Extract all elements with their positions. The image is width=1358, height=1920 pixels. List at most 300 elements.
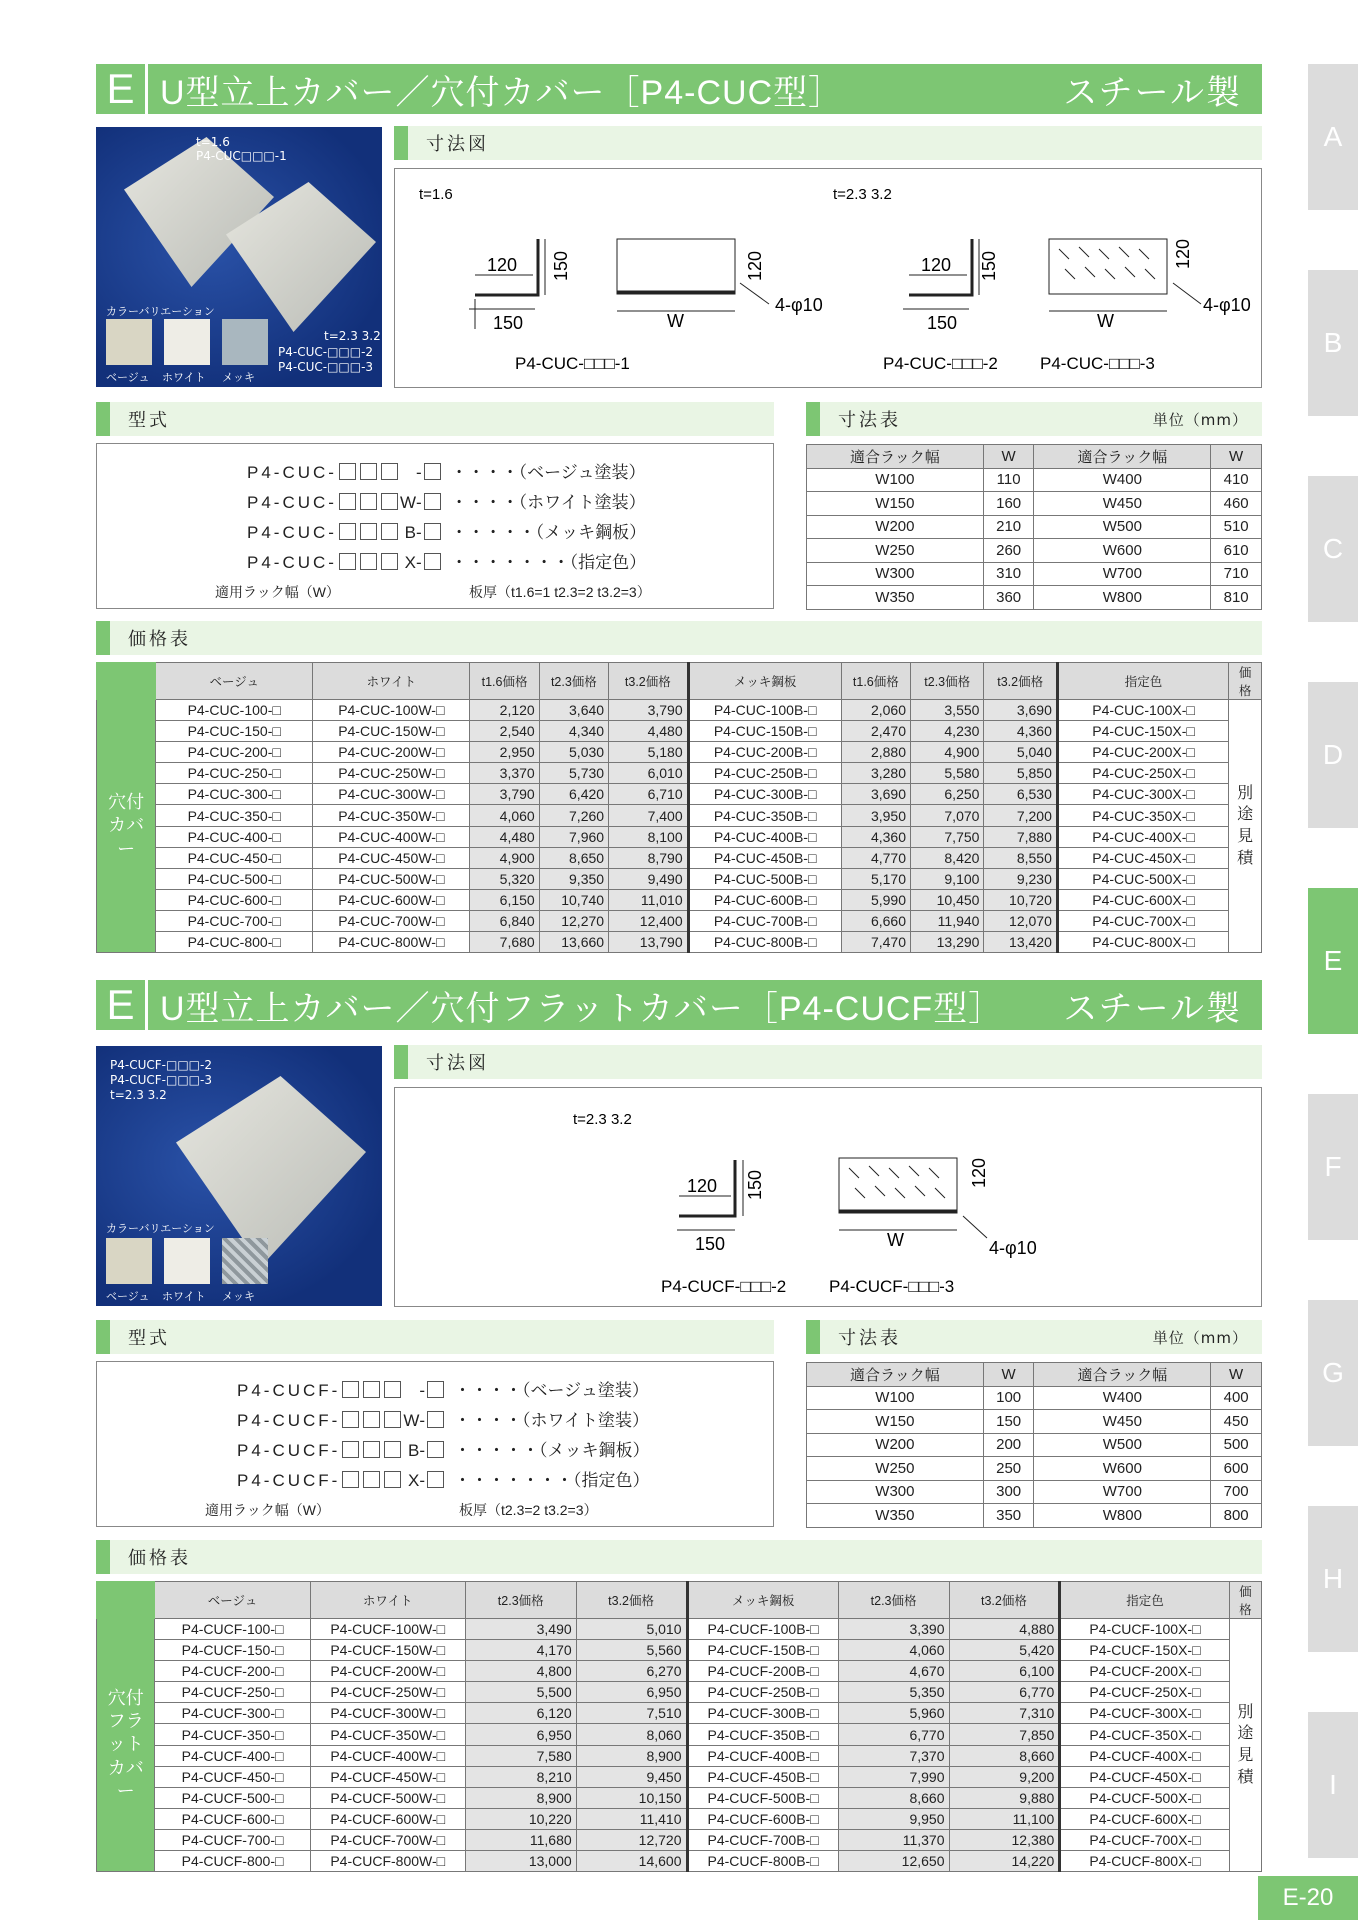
dim-150: 150 (551, 250, 571, 281)
size-head: W (1211, 445, 1262, 469)
price-cell: 7,960 (539, 826, 608, 847)
price-cell: 9,950 (838, 1808, 949, 1829)
model-code-row: P4-CUCF- B- ・・・・・（メッキ鋼板） (237, 1441, 650, 1460)
size-cell: W200 (807, 515, 984, 539)
price-head: t1.6価格 (841, 663, 910, 700)
table-row (807, 1457, 1262, 1481)
price-cell: 5,560 (576, 1640, 687, 1661)
size-cell: W800 (1034, 1504, 1211, 1528)
size-cell: W700 (1034, 562, 1211, 586)
table-row (97, 742, 1262, 763)
separate-estimate-label: 別 途 見 積 (1229, 1619, 1261, 1872)
size-cell: W300 (807, 562, 984, 586)
price-cell: P4-CUC-500W-□ (313, 868, 470, 889)
price-head: t2.3価格 (911, 663, 984, 700)
price-cell: P4-CUCF-350X-□ (1060, 1724, 1229, 1745)
swatch-label: ホワイト (162, 371, 206, 384)
price-cell: 5,010 (576, 1619, 687, 1640)
price-cell: P4-CUCF-250B-□ (687, 1682, 838, 1703)
price-cell: 5,730 (539, 763, 608, 784)
price-cell: P4-CUCF-500X-□ (1060, 1787, 1229, 1808)
price-cell: 13,290 (911, 932, 984, 953)
price-head: t1.6価格 (470, 663, 539, 700)
price-cell: P4-CUC-300W-□ (313, 784, 470, 805)
model-code-row: P4-CUC- X- ・・・・・・・（指定色） (247, 553, 647, 572)
price-cell: 9,350 (539, 868, 608, 889)
size-cell: 160 (983, 492, 1034, 516)
model-code-rows (215, 458, 767, 600)
price-cell: P4-CUCF-300X-□ (1060, 1703, 1229, 1724)
price-cell: 2,470 (841, 721, 910, 742)
model-code-box-cucf (96, 1361, 774, 1527)
swatch-label: ベージュ (106, 371, 150, 384)
price-cell: P4-CUCF-350-□ (155, 1724, 310, 1745)
price-cell: P4-CUCF-800-□ (155, 1851, 310, 1872)
price-cell: P4-CUC-700X-□ (1057, 910, 1228, 931)
price-cell: 3,690 (984, 700, 1057, 721)
price-cell: P4-CUC-350W-□ (313, 805, 470, 826)
table-row (97, 847, 1262, 868)
price-head: ホワイト (310, 1582, 465, 1619)
price-cell: P4-CUC-700W-□ (313, 910, 470, 931)
model-code-row: P4-CUC- - ・・・・（ベージュ塗装） (247, 463, 646, 482)
size-cell: W500 (1034, 515, 1211, 539)
tab-h[interactable]: H (1308, 1506, 1358, 1652)
price-cell: 9,100 (911, 868, 984, 889)
table-row (97, 1661, 1262, 1682)
price-head: 指定色 (1060, 1582, 1229, 1619)
dim-thickness-a: t=1.6 (419, 186, 453, 203)
price-cell: 4,340 (539, 721, 608, 742)
product-photo-cucf (96, 1046, 382, 1306)
price-head: 価格 (1229, 1582, 1261, 1619)
photo-thickness-1: t=1.6 (196, 135, 230, 149)
price-cell: P4-CUC-100-□ (156, 700, 313, 721)
price-cell: 3,790 (470, 784, 539, 805)
size-cell: 510 (1211, 515, 1262, 539)
size-cell: 800 (1211, 1504, 1262, 1528)
model-code-row: P4-CUC- W- ・・・・（ホワイト塗装） (247, 493, 646, 512)
price-cell: 7,880 (984, 826, 1057, 847)
price-head: t2.3価格 (465, 1582, 576, 1619)
price-cell: 11,100 (949, 1808, 1060, 1829)
dim-150: 150 (695, 1234, 726, 1254)
price-cell: 6,250 (911, 784, 984, 805)
size-cell: 400 (1211, 1386, 1262, 1410)
price-cell: 9,880 (949, 1787, 1060, 1808)
price-cell: 5,960 (838, 1703, 949, 1724)
price-head: メッキ鋼板 (687, 1582, 838, 1619)
table-row (807, 1504, 1262, 1528)
price-cell: 12,070 (984, 910, 1057, 931)
price-cell: 4,880 (949, 1619, 1060, 1640)
dim-150: 150 (979, 250, 999, 281)
price-cell: P4-CUCF-800B-□ (687, 1851, 838, 1872)
price-cell: P4-CUCF-300B-□ (687, 1703, 838, 1724)
price-cell: 6,010 (609, 763, 689, 784)
price-cell: 5,580 (911, 763, 984, 784)
price-cell: 6,150 (470, 889, 539, 910)
price-cell: 3,390 (838, 1619, 949, 1640)
price-head: メッキ鋼板 (688, 663, 841, 700)
price-cell: P4-CUC-250W-□ (313, 763, 470, 784)
model-code-row: P4-CUCF- W- ・・・・（ホワイト塗装） (237, 1411, 650, 1430)
swatch-label: メッキ (222, 371, 255, 384)
tab-g[interactable]: G (1308, 1300, 1358, 1446)
table-row (97, 1724, 1262, 1745)
swatch-plated (222, 319, 268, 365)
price-cell: P4-CUC-700-□ (156, 910, 313, 931)
price-cell: 14,600 (576, 1851, 687, 1872)
price-cell: P4-CUC-450X-□ (1057, 847, 1228, 868)
price-cell: 8,650 (539, 847, 608, 868)
price-cell: P4-CUCF-100W-□ (310, 1619, 465, 1640)
price-cell: P4-CUCF-100-□ (155, 1619, 310, 1640)
price-cell: P4-CUCF-400X-□ (1060, 1745, 1229, 1766)
size-cell: W200 (807, 1433, 984, 1457)
price-cell: 7,680 (470, 932, 539, 953)
price-cell: 6,270 (576, 1661, 687, 1682)
price-cell: 2,060 (841, 700, 910, 721)
price-cell: 3,280 (841, 763, 910, 784)
price-cell: P4-CUCF-150B-□ (687, 1640, 838, 1661)
price-cell: 4,060 (838, 1640, 949, 1661)
swatch-plated (222, 1238, 268, 1284)
size-head-row (807, 445, 1262, 469)
size-cell: 460 (1211, 492, 1262, 516)
size-cell: 100 (983, 1386, 1034, 1410)
product-photo-cuc (96, 127, 382, 387)
table-row (97, 805, 1262, 826)
dim-120: 120 (1173, 238, 1193, 269)
section-letter: E (96, 980, 148, 1030)
section-title: U型立上カバー／穴付カバー［P4-CUC型］ (160, 73, 844, 112)
size-cell: 200 (983, 1433, 1034, 1457)
price-cell: 6,120 (465, 1703, 576, 1724)
price-cell: 10,150 (576, 1787, 687, 1808)
table-row (807, 468, 1262, 492)
price-cell: 8,660 (838, 1787, 949, 1808)
price-cell: P4-CUC-600-□ (156, 889, 313, 910)
price-cell: P4-CUCF-600B-□ (687, 1808, 838, 1829)
dim-150: 150 (927, 313, 958, 333)
price-cell: 11,410 (576, 1808, 687, 1829)
price-cell: 4,230 (911, 721, 984, 742)
price-cell: P4-CUC-600W-□ (313, 889, 470, 910)
size-cell: W250 (807, 1457, 984, 1481)
price-cell: P4-CUC-150W-□ (313, 721, 470, 742)
price-cell: P4-CUC-600X-□ (1057, 889, 1228, 910)
size-cell: W350 (807, 1504, 984, 1528)
size-cell: 600 (1211, 1457, 1262, 1481)
price-cell: 3,490 (465, 1619, 576, 1640)
color-variation-title: カラーバリエーション (106, 305, 215, 318)
size-cell: 810 (1211, 586, 1262, 610)
table-row (97, 784, 1262, 805)
price-cell: 12,270 (539, 910, 608, 931)
price-cell: P4-CUCF-700B-□ (687, 1829, 838, 1850)
tab-e[interactable]: E (1308, 888, 1358, 1034)
price-cell: 8,420 (911, 847, 984, 868)
price-cell: P4-CUC-500-□ (156, 868, 313, 889)
price-table-cucf (96, 1581, 1262, 1872)
price-head: t2.3価格 (539, 663, 608, 700)
price-cell: 7,850 (949, 1724, 1060, 1745)
price-cell: P4-CUC-200W-□ (313, 742, 470, 763)
price-cell: 6,770 (949, 1682, 1060, 1703)
dim-hole: 4-φ10 (989, 1238, 1037, 1258)
price-cell: P4-CUCF-600-□ (155, 1808, 310, 1829)
tab-b[interactable]: B (1308, 270, 1358, 416)
price-cell: 11,370 (838, 1829, 949, 1850)
price-cell: 11,010 (609, 889, 689, 910)
price-cell: P4-CUCF-800W-□ (310, 1851, 465, 1872)
price-cell: P4-CUC-300-□ (156, 784, 313, 805)
price-cell: 7,070 (911, 805, 984, 826)
size-cell: 450 (1211, 1410, 1262, 1434)
size-table-title: 寸法表 単位（mm） (806, 1320, 1262, 1354)
model-title: 型式 (96, 1320, 774, 1354)
price-head-row (97, 1582, 1262, 1619)
separate-estimate-label: 別 途 見 積 (1229, 700, 1262, 953)
size-head: 適合ラック幅 (807, 445, 984, 469)
price-cell: 7,310 (949, 1703, 1060, 1724)
price-cell: P4-CUCF-700-□ (155, 1829, 310, 1850)
price-cell: 4,060 (470, 805, 539, 826)
price-cell: 4,480 (470, 826, 539, 847)
price-cell: 4,670 (838, 1661, 949, 1682)
price-cell: 8,790 (609, 847, 689, 868)
price-cell: P4-CUCF-450X-□ (1060, 1766, 1229, 1787)
price-cell: P4-CUC-250B-□ (688, 763, 841, 784)
tab-d[interactable]: D (1308, 682, 1358, 828)
price-cell: 7,400 (609, 805, 689, 826)
swatch-beige (106, 319, 152, 365)
photo-model-2: P4-CUC-□□□-2 (278, 345, 374, 359)
price-cell: P4-CUC-150B-□ (688, 721, 841, 742)
size-cell: W800 (1034, 586, 1211, 610)
dim-thickness: t=2.3 3.2 (573, 1111, 632, 1128)
size-head-row (807, 1363, 1262, 1387)
price-cell: 10,720 (984, 889, 1057, 910)
table-row (807, 515, 1262, 539)
dimension-drawing-cuc (394, 168, 1262, 388)
price-cell: 12,650 (838, 1851, 949, 1872)
model-code-rows (205, 1376, 767, 1518)
dim-120: 120 (921, 255, 952, 275)
table-row (97, 1851, 1262, 1872)
size-cell: W450 (1034, 1410, 1211, 1434)
price-head: t3.2価格 (984, 663, 1057, 700)
table-row (97, 1745, 1262, 1766)
model-code-row: P4-CUCF- X- ・・・・・・・（指定色） (237, 1471, 650, 1490)
price-cell: 7,990 (838, 1766, 949, 1787)
price-head: t3.2価格 (576, 1582, 687, 1619)
swatch-white (164, 319, 210, 365)
price-cell: P4-CUCF-700W-□ (310, 1829, 465, 1850)
price-cell: P4-CUCF-350W-□ (310, 1724, 465, 1745)
price-cell: 14,220 (949, 1851, 1060, 1872)
photo-model-1: P4-CUCF-□□□-2 (110, 1058, 212, 1072)
price-cell: P4-CUC-800X-□ (1057, 932, 1228, 953)
table-row (97, 889, 1262, 910)
section-header-cucf (96, 980, 1262, 1030)
price-cell: P4-CUC-700B-□ (688, 910, 841, 931)
price-cell: P4-CUCF-200B-□ (687, 1661, 838, 1682)
material-label: スチール製 (1063, 989, 1242, 1028)
price-cell: 12,400 (609, 910, 689, 931)
price-cell: P4-CUCF-100B-□ (687, 1619, 838, 1640)
dimension-drawing-title: 寸法図 (394, 1045, 1262, 1079)
section-header-cuc (96, 64, 1262, 114)
price-cell: P4-CUC-250X-□ (1057, 763, 1228, 784)
dim-150: 150 (745, 1169, 765, 1200)
price-cell: 4,900 (470, 847, 539, 868)
price-cell: 7,470 (841, 932, 910, 953)
dim-hole: 4-φ10 (775, 295, 823, 315)
price-cell: 5,350 (838, 1682, 949, 1703)
table-row (97, 1829, 1262, 1850)
price-cell: 4,360 (841, 826, 910, 847)
price-cell: 10,220 (465, 1808, 576, 1829)
dimension-drawing-cucf (394, 1087, 1262, 1307)
table-row (97, 1640, 1262, 1661)
price-cell: P4-CUCF-250W-□ (310, 1682, 465, 1703)
price-cell: 12,380 (949, 1829, 1060, 1850)
price-cell: 5,040 (984, 742, 1057, 763)
price-cell: 5,180 (609, 742, 689, 763)
dim-120: 120 (745, 250, 765, 281)
price-cell: P4-CUC-800W-□ (313, 932, 470, 953)
price-cell: 4,800 (465, 1661, 576, 1682)
photo-thickness: t=2.3 3.2 (110, 1088, 167, 1102)
note-rack-width: 適用ラック幅（W） (205, 1502, 330, 1518)
price-cell: P4-CUC-300B-□ (688, 784, 841, 805)
dimension-drawing-svg (395, 169, 1261, 387)
price-cell: P4-CUC-350-□ (156, 805, 313, 826)
size-cell: W350 (807, 586, 984, 610)
size-head: 適合ラック幅 (1034, 1363, 1211, 1387)
price-cell: 7,510 (576, 1703, 687, 1724)
price-head-row (97, 663, 1262, 700)
price-cell: P4-CUC-800B-□ (688, 932, 841, 953)
size-cell: 700 (1211, 1480, 1262, 1504)
table-row (807, 539, 1262, 563)
caption-a: P4-CUCF-□□□-2 (661, 1277, 787, 1296)
price-cell: 6,770 (838, 1724, 949, 1745)
price-cell: P4-CUCF-300W-□ (310, 1703, 465, 1724)
model-code-row: P4-CUC- B- ・・・・・（メッキ鋼板） (247, 523, 647, 542)
dim-w: W (667, 311, 684, 331)
price-cell: 6,950 (576, 1682, 687, 1703)
price-cell: 4,900 (911, 742, 984, 763)
price-head: ベージュ (155, 1582, 310, 1619)
price-cell: P4-CUCF-450-□ (155, 1766, 310, 1787)
price-head: ホワイト (313, 663, 470, 700)
price-cell: P4-CUCF-450W-□ (310, 1766, 465, 1787)
tab-a[interactable]: A (1308, 64, 1358, 210)
size-cell: W600 (1034, 1457, 1211, 1481)
table-row (97, 826, 1262, 847)
size-table-title: 寸法表 単位（mm） (806, 402, 1262, 436)
dimension-drawing-title: 寸法図 (394, 126, 1262, 160)
price-cell: P4-CUC-300X-□ (1057, 784, 1228, 805)
price-cell: P4-CUC-450B-□ (688, 847, 841, 868)
price-cell: P4-CUCF-250-□ (155, 1682, 310, 1703)
price-cell: 3,640 (539, 700, 608, 721)
price-cell: P4-CUCF-200X-□ (1060, 1661, 1229, 1682)
price-cell: 6,530 (984, 784, 1057, 805)
size-cell: 210 (983, 515, 1034, 539)
price-cell: P4-CUC-450W-□ (313, 847, 470, 868)
price-head: t3.2価格 (949, 1582, 1060, 1619)
dim-120: 120 (687, 1176, 718, 1196)
price-cell: 3,950 (841, 805, 910, 826)
table-row (807, 1386, 1262, 1410)
price-cell: 13,660 (539, 932, 608, 953)
photo-thickness-2: t=2.3 3.2 (324, 329, 381, 343)
size-cell: 260 (983, 539, 1034, 563)
price-cell: 5,170 (841, 868, 910, 889)
price-cell: 3,690 (841, 784, 910, 805)
tab-f[interactable]: F (1308, 1094, 1358, 1240)
dim-w: W (1097, 311, 1114, 331)
price-cell: 9,450 (576, 1766, 687, 1787)
note-thickness: 板厚（t2.3=2 t3.2=3） (459, 1502, 598, 1518)
price-cell: 3,790 (609, 700, 689, 721)
price-cell: 7,370 (838, 1745, 949, 1766)
photo-model-1: P4-CUC□□□-1 (196, 149, 287, 163)
table-row (807, 1433, 1262, 1457)
price-cell: 9,200 (949, 1766, 1060, 1787)
size-cell: W100 (807, 468, 984, 492)
dim-hole: 4-φ10 (1203, 295, 1251, 315)
price-cell: P4-CUCF-700X-□ (1060, 1829, 1229, 1850)
section-letter: E (96, 64, 148, 114)
table-row (807, 586, 1262, 610)
note-rack-width: 適用ラック幅（W） (215, 584, 340, 600)
size-cell: 500 (1211, 1433, 1262, 1457)
price-cell: P4-CUC-400B-□ (688, 826, 841, 847)
table-row (97, 721, 1262, 742)
section-title: U型立上カバー／穴付フラットカバー［P4-CUCF型］ (160, 989, 1004, 1028)
price-cell: P4-CUCF-350B-□ (687, 1724, 838, 1745)
price-cell: 7,200 (984, 805, 1057, 826)
price-cell: 6,840 (470, 910, 539, 931)
price-cell: 8,660 (949, 1745, 1060, 1766)
size-cell: W500 (1034, 1433, 1211, 1457)
tab-i[interactable]: I (1308, 1712, 1358, 1858)
caption-c: P4-CUC-□□□-3 (1040, 354, 1155, 373)
price-cell: P4-CUCF-250X-□ (1060, 1682, 1229, 1703)
price-cell: P4-CUC-500X-□ (1057, 868, 1228, 889)
size-cell: 350 (983, 1504, 1034, 1528)
size-cell: W400 (1034, 1386, 1211, 1410)
table-row (97, 1808, 1262, 1829)
tab-c[interactable]: C (1308, 476, 1358, 622)
price-cell: 8,100 (609, 826, 689, 847)
photo-model-2: P4-CUCF-□□□-3 (110, 1073, 212, 1087)
table-row (97, 932, 1262, 953)
table-row (97, 1682, 1262, 1703)
swatch-label: メッキ (222, 1290, 255, 1303)
price-cell: P4-CUCF-500-□ (155, 1787, 310, 1808)
price-cell: P4-CUC-100X-□ (1057, 700, 1228, 721)
size-table-cuc (806, 444, 1262, 610)
price-cell: P4-CUC-150-□ (156, 721, 313, 742)
price-cell: P4-CUC-500B-□ (688, 868, 841, 889)
model-code-box-cuc (96, 443, 774, 609)
